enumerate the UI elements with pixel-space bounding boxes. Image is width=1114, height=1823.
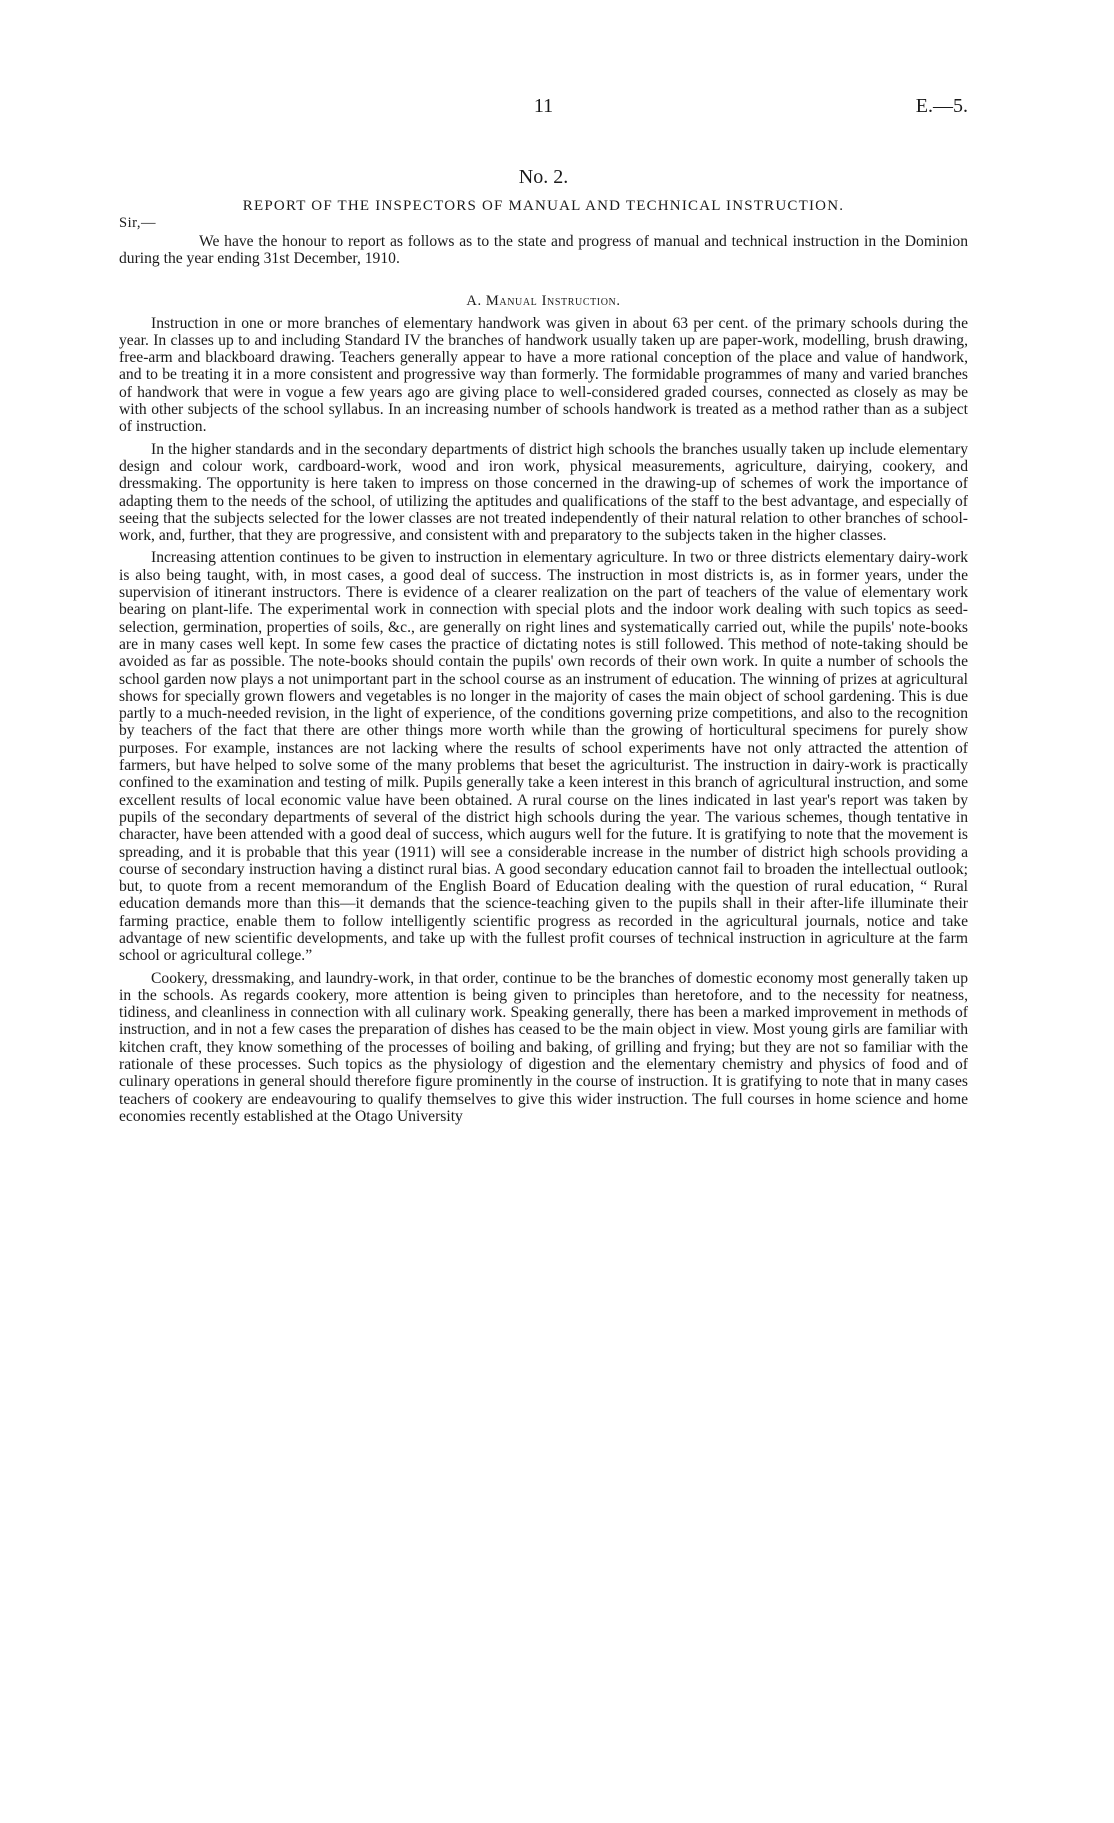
body-paragraph-3: Increasing attention continues to be given to instruction in elementary agriculture. In two or three districts elementary dairy-work is also being taught, with, in most cases, a good deal of success. The instruction in most districts is, as in former years, under the supervision of itinerant instructors. There is evidence of a clearer realization on the part of teachers of the value of elementary work bearing on plant-life. The experimental work in connection with special plots and the indoor work dealing with such topics as seed-selection, germination, properties of soils, &c., are generally on right lines and systematically carried out, while the pupils' note-books are in many cases well kept. In some few cases the practice of dictating notes is still followed. This method of note-taking should be avoided as far as possible. The note-books should contain the pupils' own records of their own work. In quite a number of schools the school garden now plays a not unimportant part in the school course as an instrument of education. The winning of prizes at agricultural shows for specially grown flowers and vegetables is no longer in the majority of cases the main object of school gardening. This is due partly to a much-needed revision, in the light of experience, of the conditions governing prize competitions, and also to the recognition by teachers of the fact that there are other things more worth while than the growing of horticultural specimens for purely show purposes. For example, instances are not lacking where the results of school experiments have not only attracted the attention of farmers, but have helped to solve some of the many problems that beset the agriculturist. The instruction in dairy-work is practically confined to the examination and testing of milk. Pupils generally take a keen interest in this branch of agricultural instruction, and some excellent results of local economic value have been obtained. A rural course on the lines indicated in last year's report was taken by pupils of the secondary departments of several of the district high schools during the year. The various schemes, though tentative in character, have been attended with a good deal of success, which augurs well for the future. It is gratifying to note that the movement is spreading, and it is probable that this year (1911) will see a considerable increase in the number of district high schools providing a course of secondary instruction having a distinct rural bias. A good secondary education cannot fail to broaden the intellectual outlook; but, to quote from a recent memorandum of the English Board of Education dealing with the question of rural education, “ Rural education demands more than this—it demands that the science-teaching given to the pupils shall in their after-life illuminate their farming practice, enable them to follow intelligently scientific progress as recorded in the agricultural journals, notice and take advantage of new scientific developments, and take up with the fullest profit courses of technical instruction in agriculture at the farm school or agricultural college.”	[119, 549, 968, 965]
section-heading-manual-instruction: A. Manual Instruction.	[466, 292, 621, 309]
body-paragraph-1: Instruction in one or more branches of elementary handwork was given in about 63 per cent. of the primary schools during the year. In classes up to and including Standard IV the branches of handwork usually taken up are paper-work, modelling, brush drawing, free-arm and blackboard drawing. Teachers generally appear to have a more rational conception of the place and value of handwork, and to be treating it in a more consistent and progressive way than formerly. The formidable programmes of many and varied branches of handwork that were in vogue a few years ago are giving place to well-considered graded courses, connected as closely as may be with other subjects of the school syllabus. In an increasing number of schools handwork is treated as a method rather than as a subject of instruction.	[119, 314, 968, 436]
document-page	[119, 95, 968, 1125]
body-paragraph-4: Cookery, dressmaking, and laundry-work, in that order, continue to be the branches of domestic economy most generally taken up in the schools. As regards cookery, more attention is being given to principles than heretofore, and to the necessity for neatness, tidiness, and cleanliness in connection with all culinary work. Speaking generally, there has been a marked improvement in methods of instruction, and in not a few cases the preparation of dishes has ceased to be the main object in view. Most young girls are familiar with kitchen craft, they know something of the processes of boiling and baking, of grilling and frying; but they are not so familiar with the rationale of these processes. Such topics as the physiology of digestion and the elementary chemistry and physics of food and of culinary operations in general should therefore figure prominently in the course of instruction. It is gratifying to note that in many cases teachers of cookery are endeavouring to qualify themselves to give this wider instruction. The full courses in home science and home economies recently established at the Otago University	[119, 969, 968, 1125]
page-header	[119, 95, 968, 125]
page-number: 11	[533, 95, 554, 117]
report-number: No. 2.	[518, 166, 569, 188]
document-reference: E.—5.	[915, 95, 968, 117]
intro-paragraph: We have the honour to report as follows as to the state and progress of manual and technical instruction in the Dominion during the year ending 31st December, 1910.	[119, 233, 968, 268]
body-paragraph-2: In the higher standards and in the secondary departments of district high schools the branches usually taken up include elementary design and colour work, cardboard-work, wood and iron work, physical measurements, agriculture, dairying, cookery, and dressmaking. The opportunity is here taken to impress on those concerned in the drawing-up of schemes of work the importance of adapting them to the needs of the school, of utilizing the aptitudes and qualifications of the staff to the best advantage, and especially of seeing that the subjects selected for the lower classes are not treated independently of their natural relation to other branches of school-work, and, further, that they are progressive, and consistent with and preparatory to the subjects taken in the higher classes.	[119, 440, 968, 545]
report-title: REPORT OF THE INSPECTORS OF MANUAL AND TECHNICAL INSTRUCTION.	[242, 198, 845, 214]
salutation: Sir,—	[119, 215, 156, 231]
